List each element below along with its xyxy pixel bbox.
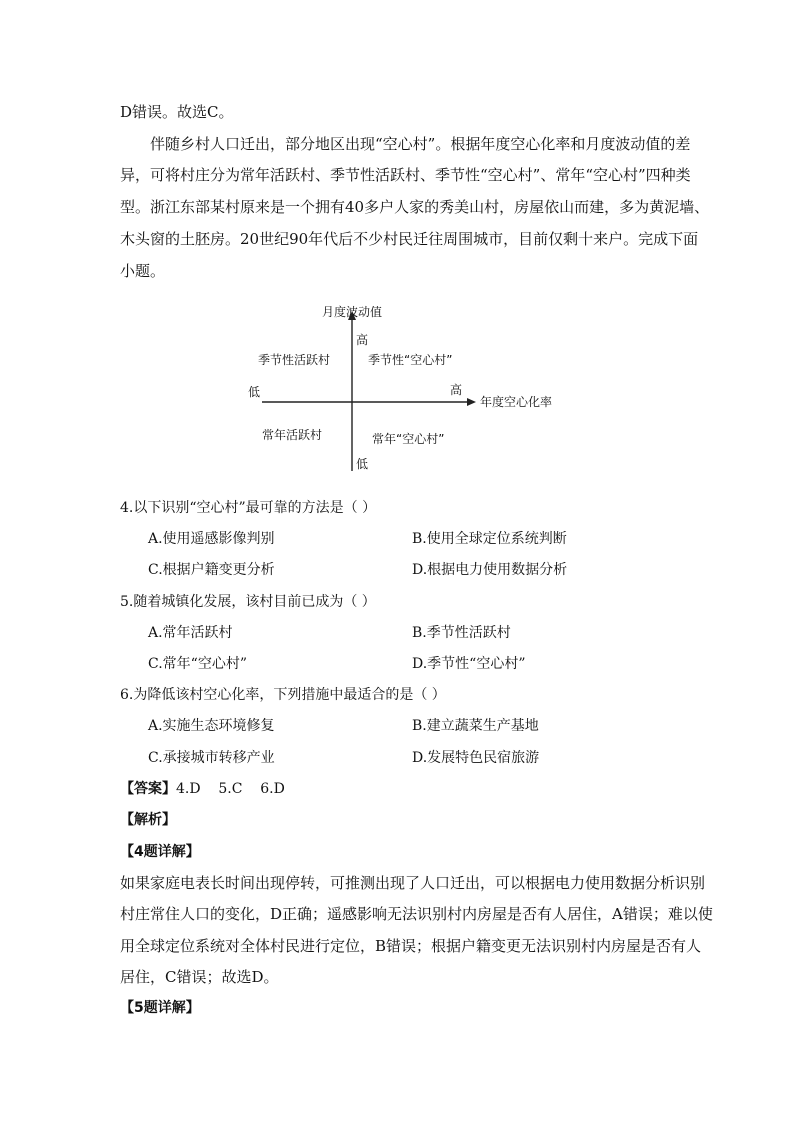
- answer-label: 【答案】: [120, 781, 176, 797]
- question-option: A.常年活跃村: [148, 625, 233, 641]
- quadrant-axes: [240, 295, 570, 475]
- question-option: B.建立蔬菜生产基地: [412, 718, 539, 734]
- q4-detail-line: 村庄常住人口的变化，D正确；遥感影响无法识别村内房屋是否有人居住，A错误；难以使: [120, 905, 713, 923]
- quadrant-bottom-right: 常年“空心村”: [372, 432, 445, 446]
- question-stem: 6.为降低该村空心化率，下列措施中最适合的是（ ）: [120, 687, 446, 703]
- question-stem: 5.随着城镇化发展，该村目前已成为（ ）: [120, 594, 376, 610]
- intro-line: D错误。故选C。: [120, 103, 234, 121]
- question-option: B.季节性活跃村: [412, 625, 511, 641]
- answer-text: 4.D 5.C 6.D: [176, 781, 285, 797]
- question-option: C.常年“空心村”: [148, 656, 247, 672]
- q4-detail-line: 如果家庭电表长时间出现停转，可推测出现了人口迁出，可以根据电力使用数据分析识别: [120, 874, 706, 892]
- question-option: C.承接城市转移产业: [148, 750, 275, 766]
- quadrant-top-left: 季节性活跃村: [258, 353, 331, 367]
- question-option: D.季节性“空心村”: [412, 656, 526, 672]
- y-axis-title: 月度波动值: [322, 305, 383, 319]
- x-high-label: 高: [450, 383, 463, 397]
- intro-line: 伴随乡村人口迁出，部分地区出现“空心村”。根据年度空心化率和月度波动值的差: [150, 135, 691, 153]
- intro-line: 型。浙江东部某村原来是一个拥有40多户人家的秀美山村，房屋依山而建，多为黄泥墙、: [120, 198, 710, 216]
- x-low-label: 低: [248, 385, 261, 399]
- x-axis-arrow: [467, 398, 476, 406]
- q4-detail-line: 居住，C错误；故选D。: [120, 968, 279, 986]
- quadrant-bottom-left: 常年活跃村: [262, 428, 323, 442]
- intro-line: 小题。: [120, 262, 166, 280]
- intro-line: 异，可将村庄分为常年活跃村、季节性活跃村、季节性“空心村”、常年“空心村”四种类: [120, 166, 691, 184]
- question-option: C.根据户籍变更分析: [148, 562, 275, 578]
- y-low-label: 低: [356, 457, 369, 471]
- q5-detail-label: 【5题详解】: [120, 1000, 200, 1016]
- question-option: A.实施生态环境修复: [148, 718, 275, 734]
- question-option: B.使用全球定位系统判断: [412, 531, 567, 547]
- answer-line: [120, 779, 680, 799]
- intro-line: 木头窗的土胚房。20世纪90年代后不少村民迁往周围城市，目前仅剩十来户。完成下面: [120, 230, 699, 248]
- question-option: D.根据电力使用数据分析: [412, 562, 568, 578]
- question-stem: 4.以下识别“空心村”最可靠的方法是（ ）: [120, 500, 377, 516]
- quadrant-top-right: 季节性“空心村”: [368, 353, 453, 367]
- quadrant-diagram: [240, 295, 570, 475]
- y-high-label: 高: [356, 333, 369, 347]
- question-option: A.使用遥感影像判别: [148, 531, 275, 547]
- q4-detail-label: 【4题详解】: [120, 844, 200, 860]
- analysis-label: 【解析】: [120, 812, 176, 828]
- x-axis-title: 年度空心化率: [480, 395, 553, 409]
- q4-detail-line: 用全球定位系统对全体村民进行定位，B错误；根据户籍变更无法识别村内房屋是否有人: [120, 937, 702, 955]
- question-option: D.发展特色民宿旅游: [412, 750, 540, 766]
